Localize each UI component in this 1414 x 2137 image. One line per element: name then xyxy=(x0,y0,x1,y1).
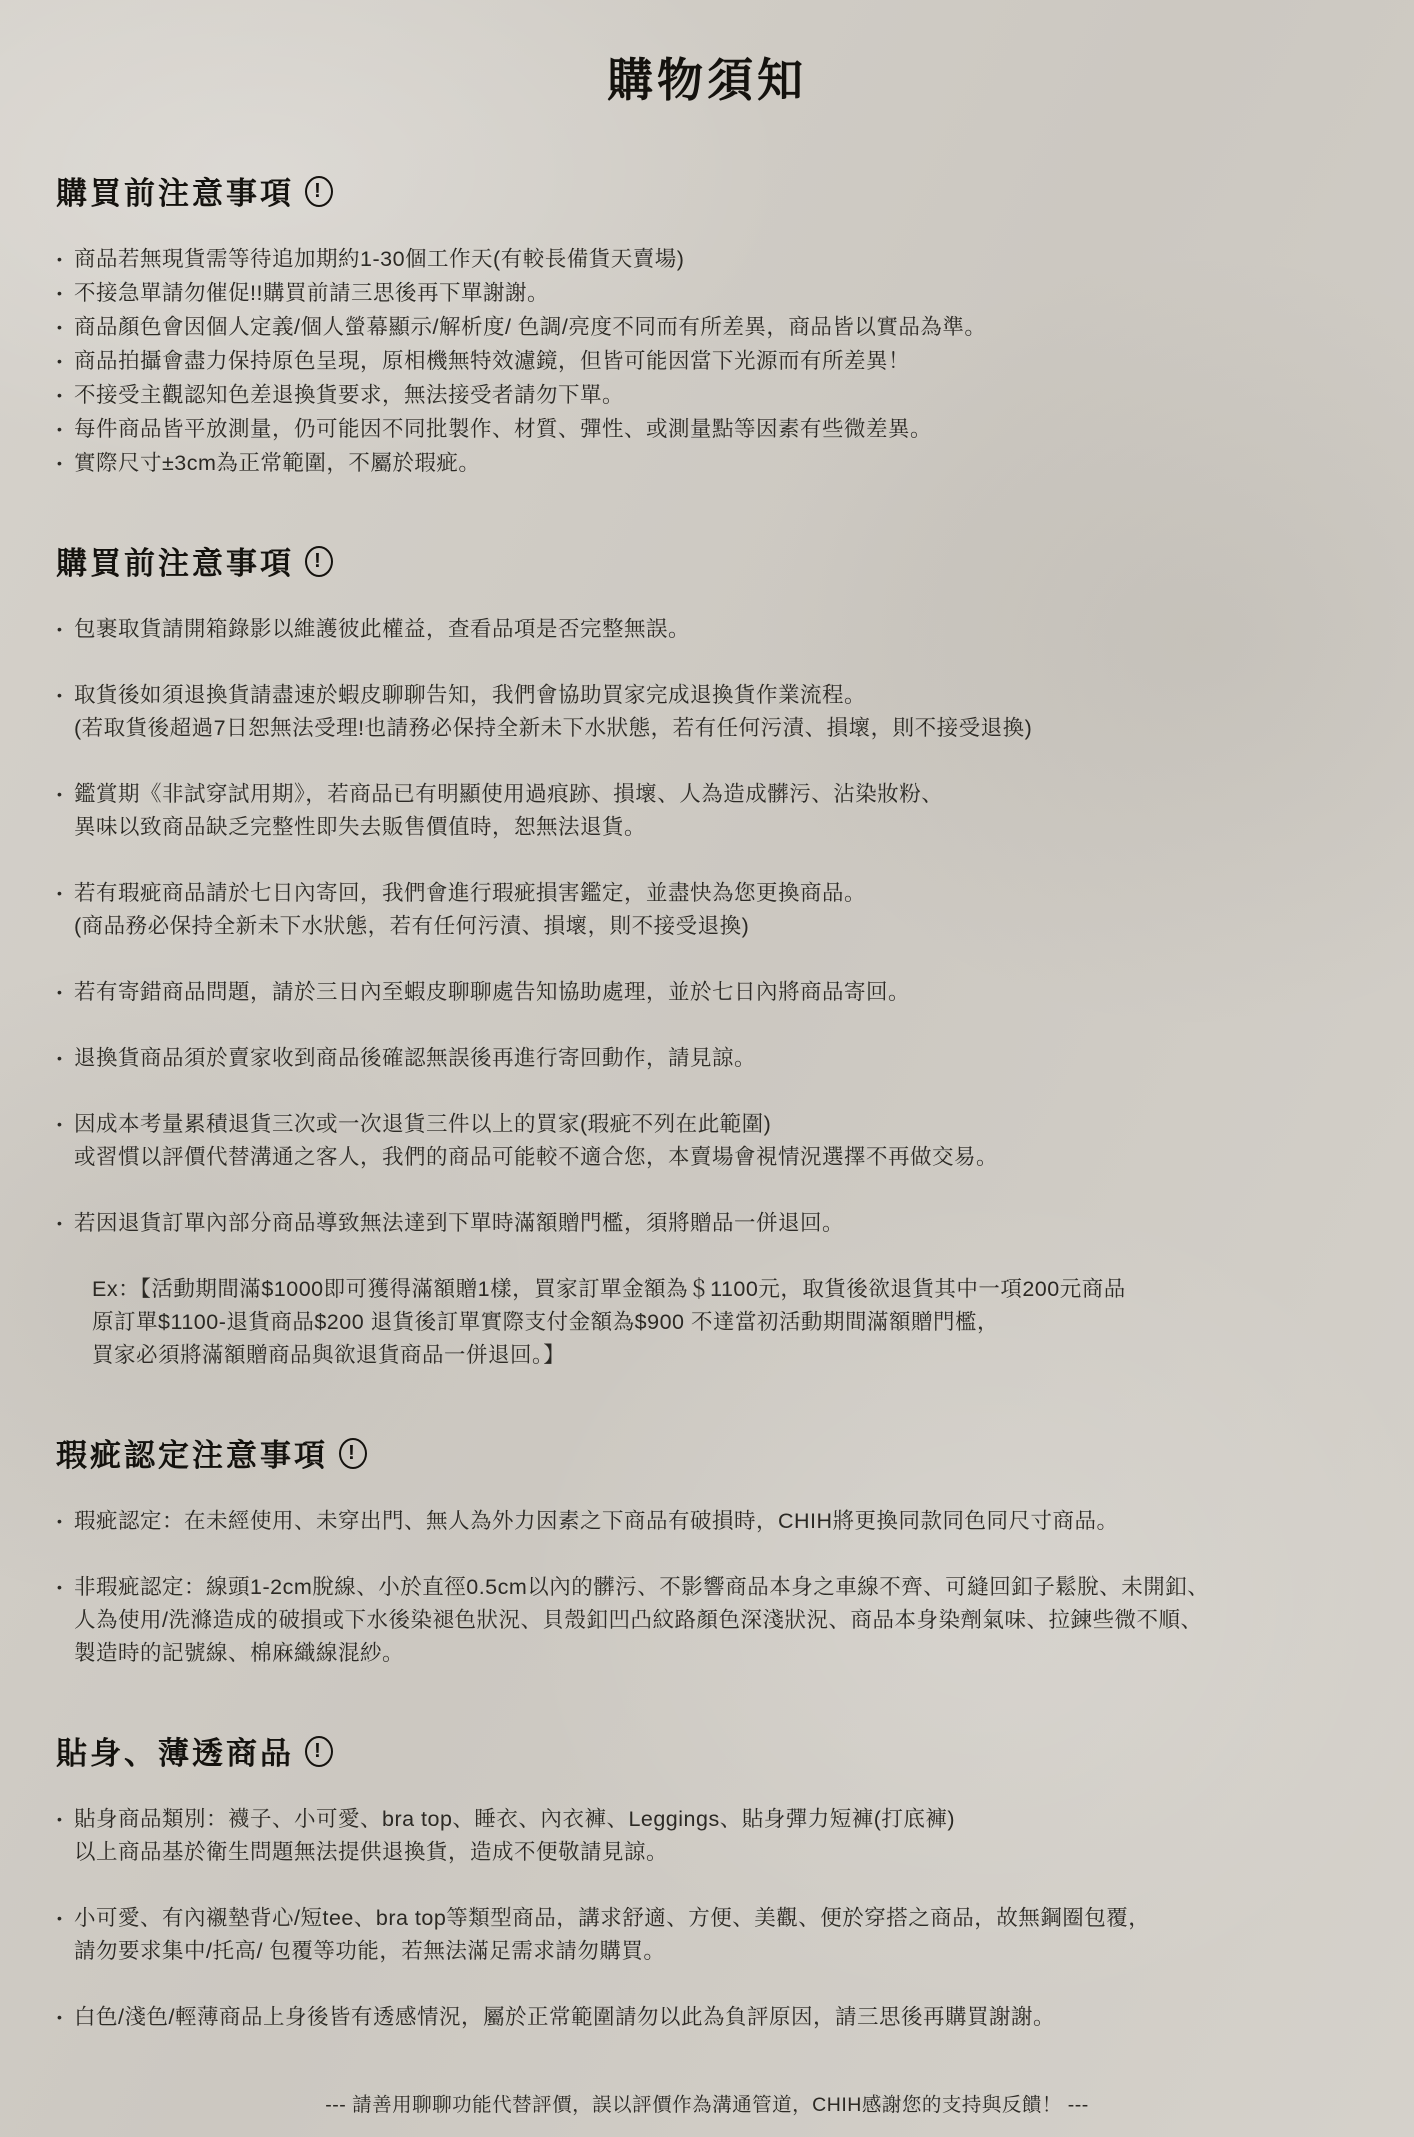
bullet-icon: • xyxy=(57,1215,63,1231)
section-defect-determination xyxy=(56,1430,1358,1670)
bullet-icon: • xyxy=(57,387,63,403)
notice-line xyxy=(56,379,1358,412)
section-items xyxy=(56,613,1358,1372)
notice-item xyxy=(56,778,1358,844)
section-heading xyxy=(56,538,1358,583)
notice-item xyxy=(56,613,1358,646)
section-pre-purchase-2 xyxy=(56,538,1358,1372)
notice-line xyxy=(56,413,1358,446)
notice-line xyxy=(56,311,1358,344)
notice-line xyxy=(56,243,1358,276)
notice-item xyxy=(56,243,1358,276)
section-intimate-sheer-products xyxy=(56,1728,1358,2034)
line-text: 不接急單請勿催促!!購買前請三思後再下單謝謝。 xyxy=(74,281,549,305)
notice-line xyxy=(56,778,1358,811)
line-text: 若有寄錯商品問題，請於三日內至蝦皮聊聊處告知協助處理，並於七日內將商品寄回。 xyxy=(74,980,911,1004)
line-text: 取貨後如須退換貨請盡速於蝦皮聊聊告知，我們會協助買家完成退換貨作業流程。 xyxy=(74,683,867,707)
line-text: 小可愛、有內襯墊背心/短tee、bra top等類型商品，講求舒適、方便、美觀、便於穿搭之商品，故無鋼圈包覆， xyxy=(74,1906,1151,1930)
bullet-icon: • xyxy=(57,1579,63,1595)
notice-item xyxy=(56,379,1358,412)
section-heading xyxy=(56,1728,1358,1773)
line-text: 若有瑕疵商品請於七日內寄回，我們會進行瑕疵損害鑑定，並盡快為您更換商品。 xyxy=(74,881,867,905)
bullet-icon: • xyxy=(57,1513,63,1529)
line-text: 人為使用/洗滌造成的破損或下水後染褪色狀況、貝殼釦凹凸紋路顏色深淺狀況、商品本身染劑氣味、拉鍊些微不順、 xyxy=(74,1608,1203,1632)
notice-item xyxy=(56,1571,1358,1670)
alert-icon: ! xyxy=(305,1736,333,1767)
line-text: 製造時的記號線、棉麻織線混紗。 xyxy=(74,1641,405,1665)
notice-item xyxy=(56,311,1358,344)
notice-line xyxy=(56,811,1358,844)
line-text: Ex：【活動期間滿$1000即可獲得滿額贈1樣，買家訂單金額為＄1100元，取貨後欲退貨其中一項200元商品 xyxy=(92,1277,1126,1301)
line-text: 退換貨商品須於賣家收到商品後確認無誤後再進行寄回動作，請見諒。 xyxy=(74,1046,757,1070)
section-items xyxy=(56,1505,1358,1670)
bullet-icon: • xyxy=(57,786,63,802)
bullet-icon: • xyxy=(57,2009,63,2025)
line-text: 包裹取貨請開箱錄影以維護彼此權益，查看品項是否完整無誤。 xyxy=(74,617,691,641)
notice-line xyxy=(56,345,1358,378)
line-text: 瑕疵認定：在未經使用、未穿出門、無人為外力因素之下商品有破損時，CHIH將更換同款同色同尺寸商品。 xyxy=(74,1509,1119,1533)
notice-item xyxy=(56,345,1358,378)
notice-line xyxy=(56,2001,1358,2034)
notice-line xyxy=(56,1505,1358,1538)
bullet-icon: • xyxy=(57,251,63,267)
alert-icon: ! xyxy=(305,176,333,207)
notice-line xyxy=(56,1637,1358,1670)
notice-item xyxy=(56,277,1358,310)
bullet-icon: • xyxy=(57,621,63,637)
line-text: 每件商品皆平放測量，仍可能因不同批製作、材質、彈性、或測量點等因素有些微差異。 xyxy=(74,417,933,441)
notice-item xyxy=(56,877,1358,943)
line-text: 異味以致商品缺乏完整性即失去販售價值時，恕無法退貨。 xyxy=(74,815,647,839)
notice-item xyxy=(56,447,1358,480)
line-text: 若因退貨訂單內部分商品導致無法達到下單時滿額贈門檻，須將贈品一併退回。 xyxy=(74,1211,845,1235)
line-text: 非瑕疵認定：線頭1-2cm脫線、小於直徑0.5cm以內的髒污、不影響商品本身之車線不齊、可縫回釦子鬆脫、未開釦、 xyxy=(74,1575,1210,1599)
line-text: 請勿要求集中/托高/ 包覆等功能，若無法滿足需求請勿購買。 xyxy=(74,1939,666,1963)
notice-item xyxy=(56,679,1358,745)
notice-line xyxy=(56,1571,1358,1604)
notice-line xyxy=(56,1207,1358,1240)
line-text: 不接受主觀認知色差退換貨要求，無法接受者請勿下單。 xyxy=(74,383,625,407)
line-text: 商品顏色會因個人定義/個人螢幕顯示/解析度/ 色調/亮度不同而有所差異，商品皆以實品為準。 xyxy=(74,315,987,339)
page-title: 購物須知 xyxy=(607,54,807,106)
notice-item xyxy=(56,1207,1358,1240)
notice-line xyxy=(56,1306,1358,1339)
notice-item xyxy=(56,1108,1358,1174)
example-block xyxy=(56,1273,1358,1372)
notice-line xyxy=(56,1935,1358,1968)
bullet-icon: • xyxy=(57,455,63,471)
alert-icon: ! xyxy=(339,1438,367,1469)
sections-container xyxy=(56,168,1358,2034)
notice-item xyxy=(56,2001,1358,2034)
bullet-icon: • xyxy=(57,984,63,1000)
notice-line xyxy=(56,1902,1358,1935)
alert-icon: ! xyxy=(305,546,333,577)
bullet-icon: • xyxy=(57,421,63,437)
notice-line xyxy=(56,1108,1358,1141)
bullet-icon: • xyxy=(57,353,63,369)
notice-line xyxy=(56,976,1358,1009)
bullet-icon: • xyxy=(57,319,63,335)
line-text: 或習慣以評價代替溝通之客人，我們的商品可能較不適合您，本賣場會視情況選擇不再做交易。 xyxy=(74,1145,999,1169)
notice-item xyxy=(56,976,1358,1009)
line-text: 因成本考量累積退貨三次或一次退貨三件以上的買家(瑕疵不列在此範圍) xyxy=(74,1112,772,1136)
bullet-icon: • xyxy=(57,885,63,901)
notice-item xyxy=(56,1042,1358,1075)
bullet-icon: • xyxy=(57,687,63,703)
notice-line xyxy=(56,910,1358,943)
section-heading-text: 瑕疵認定注意事項 xyxy=(56,1438,328,1473)
bullet-icon: • xyxy=(57,285,63,301)
notice-item xyxy=(56,1902,1358,1968)
notice-line xyxy=(56,277,1358,310)
notice-line xyxy=(56,1836,1358,1869)
section-heading-text: 購買前注意事項 xyxy=(56,176,294,211)
section-heading xyxy=(56,168,1358,213)
line-text: (若取貨後超過7日恕無法受理!也請務必保持全新未下水狀態，若有任何污漬、損壞，則不接受退換) xyxy=(74,716,1033,740)
section-pre-purchase-1 xyxy=(56,168,1358,480)
line-text: 買家必須將滿額贈商品與欲退貨商品一併退回。】 xyxy=(92,1343,566,1367)
notice-item xyxy=(56,1505,1358,1538)
notice-line xyxy=(56,712,1358,745)
notice-line xyxy=(56,1273,1358,1306)
notice-line xyxy=(56,1042,1358,1075)
line-text: 以上商品基於衛生問題無法提供退換貨，造成不便敬請見諒。 xyxy=(74,1840,669,1864)
line-text: 實際尺寸±3cm為正常範圍，不屬於瑕疵。 xyxy=(74,451,481,475)
line-text: 白色/淺色/輕薄商品上身後皆有透感情況，屬於正常範圍請勿以此為負評原因，請三思後再購買謝謝。 xyxy=(74,2005,1055,2029)
footer-note: --- 請善用聊聊功能代替評價，誤以評價作為溝通管道，CHIH感謝您的支持與反饋！ --- xyxy=(325,2094,1089,2116)
notice-line xyxy=(56,679,1358,712)
notice-line xyxy=(56,613,1358,646)
section-heading xyxy=(56,1430,1358,1475)
notice-line xyxy=(56,1803,1358,1836)
section-heading-text: 貼身、薄透商品 xyxy=(56,1736,294,1771)
notice-line xyxy=(56,877,1358,910)
section-items xyxy=(56,1803,1358,2034)
bullet-icon: • xyxy=(57,1050,63,1066)
line-text: 原訂單$1100-退貨商品$200 退貨後訂單實際支付金額為$900 不達當初活動期間滿額贈門檻， xyxy=(92,1310,999,1334)
notice-line xyxy=(56,447,1358,480)
line-text: 商品拍攝會盡力保持原色呈現，原相機無特效濾鏡，但皆可能因當下光源而有所差異！ xyxy=(74,349,911,373)
bullet-icon: • xyxy=(57,1811,63,1827)
notice-line xyxy=(56,1604,1358,1637)
notice-item xyxy=(56,1803,1358,1869)
bullet-icon: • xyxy=(57,1116,63,1132)
notice-line xyxy=(56,1339,1358,1372)
bullet-icon: • xyxy=(57,1910,63,1926)
notice-item xyxy=(56,413,1358,446)
notice-line xyxy=(56,1141,1358,1174)
line-text: (商品務必保持全新未下水狀態，若有任何污漬、損壞，則不接受退換) xyxy=(74,914,750,938)
section-items xyxy=(56,243,1358,480)
line-text: 鑑賞期《非試穿試用期》，若商品已有明顯使用過痕跡、損壞、人為造成髒污、沾染妝粉、 xyxy=(74,782,944,806)
line-text: 商品若無現貨需等待追加期約1-30個工作天(有較長備貨天賣場) xyxy=(74,247,685,271)
line-text: 貼身商品類別：襪子、小可愛、bra top、睡衣、內衣褲、Leggings、貼身彈力短褲(打底褲) xyxy=(74,1807,956,1831)
section-heading-text: 購買前注意事項 xyxy=(56,546,294,581)
